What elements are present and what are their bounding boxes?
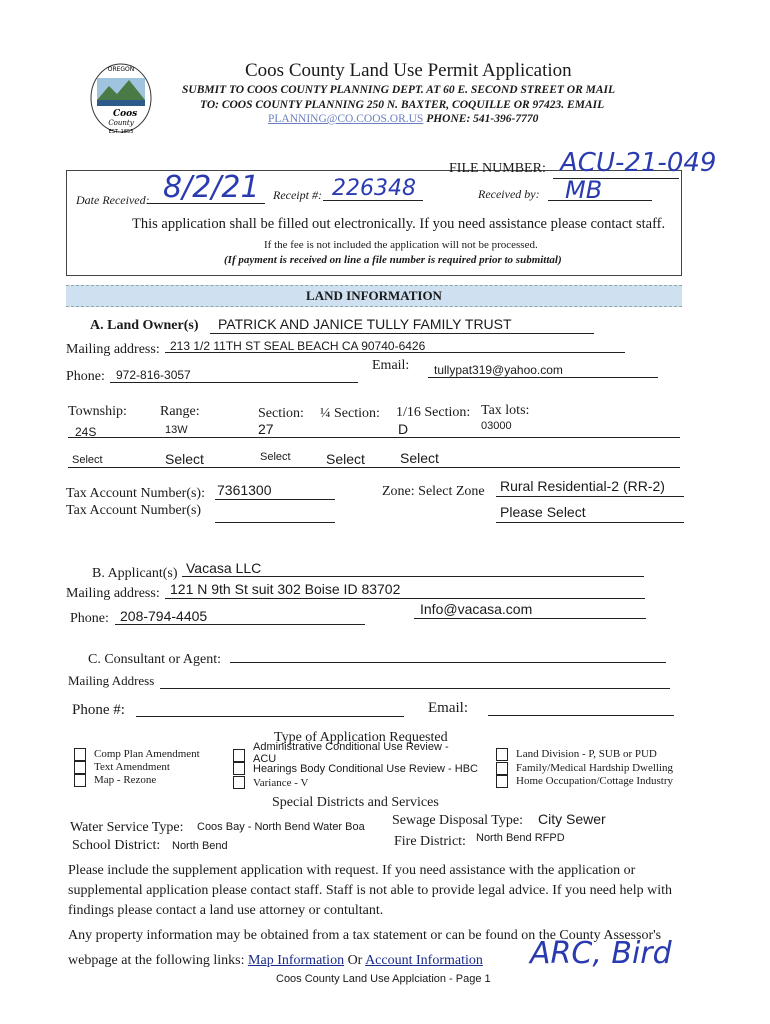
owner-phone-label: Phone: bbox=[66, 369, 105, 384]
comp-plan-label: Comp Plan Amendment bbox=[94, 748, 200, 760]
date-received-label: Date Received: bbox=[76, 193, 150, 207]
acu-label: Administrative Conditional Use Review - bbox=[253, 741, 449, 753]
section-field[interactable]: 27 bbox=[258, 421, 274, 437]
range-field[interactable]: 13W bbox=[165, 424, 188, 436]
zone-line bbox=[496, 496, 684, 497]
tax-account-label-2: Tax Account Number(s) bbox=[66, 503, 202, 518]
water-service-label: Water Service Type: bbox=[70, 820, 184, 835]
applicant-line bbox=[182, 576, 644, 577]
text-amendment-checkbox[interactable] bbox=[74, 761, 86, 774]
applicant-mailing-label: Mailing address: bbox=[66, 586, 160, 601]
fire-district-label: Fire District: bbox=[394, 834, 466, 849]
school-district-label: School District: bbox=[72, 838, 161, 853]
links-prefix: webpage at the following links: bbox=[68, 953, 249, 968]
owner-email-field[interactable]: tullypat319@yahoo.com bbox=[434, 363, 563, 377]
applicant-phone-field[interactable]: 208-794-4405 bbox=[120, 608, 208, 624]
comp-plan-checkbox[interactable] bbox=[74, 748, 86, 761]
acu-checkbox[interactable] bbox=[233, 749, 245, 762]
hardship-dwelling-label: Family/Medical Hardship Dwelling bbox=[516, 762, 674, 774]
sixteenth-section-select[interactable]: Select bbox=[400, 450, 439, 466]
applicant-label: B. Applicant(s) bbox=[92, 566, 178, 581]
application-type-heading: Type of Application Requested bbox=[274, 730, 448, 745]
hbcu-label: Hearings Body Conditional Use Review - HBC bbox=[253, 763, 478, 775]
township-field[interactable]: 24S bbox=[75, 425, 97, 439]
owner-email-line bbox=[428, 377, 658, 378]
zone-line-2 bbox=[496, 522, 684, 523]
consultant-mailing-label: Mailing Address bbox=[68, 673, 155, 688]
links-or: Or bbox=[344, 953, 366, 968]
applicant-mailing-line bbox=[165, 598, 645, 599]
date-received-value: 8/2/21 bbox=[163, 170, 260, 205]
received-by-value: MB bbox=[565, 176, 603, 204]
zone-label: Zone: Select Zone bbox=[382, 484, 485, 499]
zone-select-2[interactable]: Please Select bbox=[500, 504, 586, 520]
owner-mailing-label: Mailing address: bbox=[66, 342, 160, 357]
applicant-email-field[interactable]: Info@vacasa.com bbox=[420, 601, 533, 617]
page-footer: Coos County Land Use Applciation - Page 1 bbox=[276, 973, 491, 985]
applicant-mailing-field[interactable]: 121 N 9th St suit 302 Boise ID 83702 bbox=[170, 581, 401, 597]
tax-lots-label: Tax lots: bbox=[481, 403, 530, 418]
supplement-paragraph: Please include the supplement application with request. If you need assistance with the application or supplemental application please contact staff. Staff is not able to provide legal advice. If you need help with findings please contact a land use attorney or contultant. bbox=[68, 863, 673, 918]
applicant-email-line bbox=[414, 618, 646, 619]
text-amendment-label: Text Amendment bbox=[94, 761, 170, 773]
consultant-email-label: Email: bbox=[428, 700, 468, 716]
zone-select[interactable]: Rural Residential-2 (RR-2) bbox=[500, 478, 665, 494]
applicant-phone-line bbox=[115, 624, 365, 625]
water-service-select[interactable]: Coos Bay - North Bend Water Boa bbox=[197, 821, 365, 833]
county-logo bbox=[85, 56, 157, 138]
assessor-paragraph: Any property information may be obtained from a tax statement or can be found on the County Assessor's bbox=[68, 928, 662, 943]
submit-line-2: TO: COOS COUNTY PLANNING 250 N. BAXTER, COQUILLE OR 97423. EMAIL bbox=[200, 99, 605, 111]
owner-phone-line bbox=[110, 382, 358, 383]
land-info-banner bbox=[66, 285, 682, 307]
file-number-value: ACU-21-049 bbox=[560, 148, 717, 178]
owner-field[interactable]: PATRICK AND JANICE TULLY FAMILY TRUST bbox=[218, 316, 512, 332]
applicant-field[interactable]: Vacasa LLC bbox=[186, 560, 262, 576]
handwritten-annotation: ARC, Bird bbox=[530, 936, 672, 971]
select-row-line bbox=[68, 467, 680, 468]
section-select[interactable]: Select bbox=[260, 451, 291, 463]
contact-line bbox=[268, 113, 538, 125]
sewage-label: Sewage Disposal Type: bbox=[392, 813, 523, 828]
account-information-link[interactable]: Account Information bbox=[365, 953, 483, 968]
township-label: Township: bbox=[68, 404, 127, 419]
variance-checkbox[interactable] bbox=[233, 776, 245, 789]
map-information-link[interactable]: Map Information bbox=[248, 953, 345, 968]
home-occupation-label: Home Occupation/Cottage Industry bbox=[516, 775, 674, 787]
section-label: Section: bbox=[258, 406, 304, 421]
consultant-field[interactable] bbox=[230, 662, 666, 663]
consultant-phone-field[interactable] bbox=[136, 716, 404, 717]
consultant-mailing-field[interactable] bbox=[160, 688, 670, 689]
range-label: Range: bbox=[160, 404, 200, 419]
owner-label: A. Land Owner(s) bbox=[90, 318, 199, 333]
payment-note: (If payment is received on line a file number is required prior to submittal) bbox=[224, 254, 562, 266]
owner-email-label: Email: bbox=[372, 358, 410, 373]
hardship-dwelling-checkbox[interactable] bbox=[496, 762, 508, 775]
special-districts-heading: Special Districts and Services bbox=[272, 795, 439, 810]
map-rezone-checkbox[interactable] bbox=[74, 774, 86, 787]
tax-account-line-1 bbox=[215, 499, 335, 500]
file-number-label: FILE NUMBER: bbox=[449, 161, 546, 176]
electronic-notice: This application shall be filled out electronically. If you need assistance please contact staff. bbox=[132, 216, 666, 232]
home-occupation-checkbox[interactable] bbox=[496, 775, 508, 788]
quarter-section-label: ¼ Section: bbox=[320, 406, 380, 421]
submit-line-1: SUBMIT TO COOS COUNTY PLANNING DEPT. AT 60 E. SECOND STREET OR MAIL bbox=[182, 84, 616, 96]
planning-phone: PHONE: 541-396-7770 bbox=[426, 113, 539, 125]
tax-account-label-1: Tax Account Number(s): bbox=[66, 486, 205, 501]
applicant-phone-label: Phone: bbox=[70, 611, 109, 626]
acu-code: ACU bbox=[253, 753, 277, 765]
land-division-checkbox[interactable] bbox=[496, 748, 508, 761]
consultant-label: C. Consultant or Agent: bbox=[88, 652, 221, 667]
township-select[interactable]: Select bbox=[72, 454, 103, 466]
land-division-label: Land Division - P, SUB or PUD bbox=[516, 748, 657, 760]
owner-line bbox=[210, 333, 594, 334]
svg-text:Coos: Coos bbox=[113, 109, 138, 119]
svg-text:OREGON: OREGON bbox=[107, 66, 135, 73]
tax-account-line-2 bbox=[215, 522, 335, 523]
hbcu-checkbox[interactable] bbox=[233, 762, 245, 775]
tax-account-field-1[interactable]: 7361300 bbox=[217, 482, 272, 498]
sewage-select[interactable]: City Sewer bbox=[538, 811, 606, 827]
fee-note: If the fee is not included the application will not be processed. bbox=[264, 239, 538, 251]
tax-lots-field[interactable]: 03000 bbox=[481, 420, 512, 432]
consultant-email-field[interactable] bbox=[488, 715, 674, 716]
owner-mailing-line bbox=[165, 352, 625, 353]
range-select[interactable]: Select bbox=[165, 451, 204, 467]
sixteenth-section-field[interactable]: D bbox=[398, 421, 409, 437]
owner-phone-field[interactable]: 972-816-3057 bbox=[116, 368, 191, 382]
svg-text:EST. 1853: EST. 1853 bbox=[108, 129, 134, 135]
receipt-value: 226348 bbox=[332, 176, 416, 201]
planning-email-link[interactable]: PLANNING@CO.COOS.OR.US bbox=[268, 113, 424, 125]
land-info-heading: LAND INFORMATION bbox=[306, 288, 442, 303]
consultant-phone-label: Phone #: bbox=[72, 702, 125, 718]
map-rezone-label: Map - Rezone bbox=[94, 774, 157, 786]
received-by-label: Received by: bbox=[478, 187, 540, 201]
svg-text:County: County bbox=[108, 119, 134, 127]
school-district-select[interactable]: North Bend bbox=[172, 840, 228, 852]
links-line bbox=[68, 953, 483, 969]
quarter-section-select[interactable]: Select bbox=[326, 451, 365, 467]
owner-mailing-field[interactable]: 213 1/2 11TH ST SEAL BEACH CA 90740-6426 bbox=[170, 339, 426, 353]
fire-district-select[interactable]: North Bend RFPD bbox=[476, 832, 565, 844]
variance-label: Variance - V bbox=[253, 777, 309, 789]
page-title: Coos County Land Use Permit Application bbox=[245, 60, 572, 81]
receipt-label: Receipt #: bbox=[273, 188, 322, 202]
township-row-line bbox=[68, 437, 680, 438]
sixteenth-section-label: 1/16 Section: bbox=[396, 405, 471, 420]
